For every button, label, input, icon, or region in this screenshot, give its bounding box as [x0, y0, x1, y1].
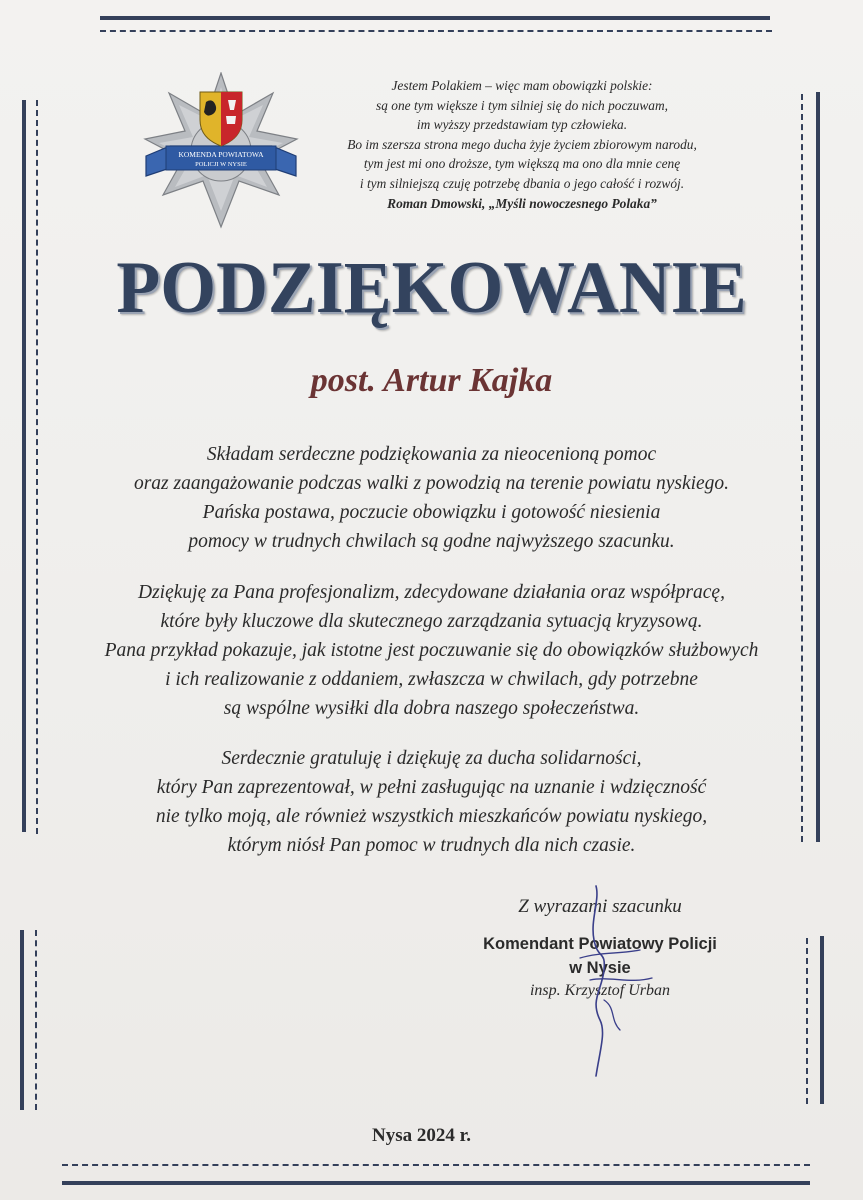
police-emblem-logo [140, 72, 302, 230]
frame-left-solid-line-lower [20, 930, 24, 1110]
emblem-ring-text-bottom: POLICJI W NYSIE [195, 161, 247, 168]
paragraph-line: oraz zaangażowanie podczas walki z powodzią na terenie powiatu nyskiego. [133, 473, 730, 494]
recipient-name: post. Artur Kajka [310, 362, 553, 399]
signatory-name: insp. Krzysztof Urban [529, 982, 671, 999]
emblem-ring-text-top: KOMENDA POWIATOWA [178, 150, 264, 159]
quote-line: Jestem Polakiem – więc mam obowiązki polskie: [391, 78, 653, 93]
place-and-date: Nysa 2024 r. [371, 1125, 472, 1146]
paragraph-line: Serdecznie gratuluję i dziękuję za ducha solidarności, [221, 748, 642, 769]
body-paragraph-2 [40, 578, 823, 723]
paragraph-line: są wspólne wysiłki dla dobra naszego społeczeństwa. [223, 698, 640, 719]
frame-left-dashed-line-lower [35, 930, 37, 1110]
document-title: PODZIĘKOWANIE [116, 247, 747, 329]
frame-left-dashed-line-upper [36, 100, 38, 834]
paragraph-line: który Pan zaprezentował, w pełni zasługując na uznanie i wdzięczność [156, 777, 707, 798]
quote-line: Bo im szersza strona mego ducha żyje życiem zbiorowym narodu, [347, 136, 697, 152]
body-paragraph-3 [40, 744, 823, 860]
paragraph-line: pomocy w trudnych chwilach są godne najwyższego szacunku. [188, 531, 675, 552]
quote-line: tym jest mi ono droższe, tym większą ma ono dla mnie cenę [363, 156, 681, 172]
frame-right-dashed-line-lower [806, 938, 808, 1104]
frame-right-solid-line-lower [820, 936, 824, 1104]
paragraph-line: nie tylko moją, ale również wszystkich mieszkańców powiatu nyskiego, [155, 806, 708, 827]
body-paragraph-1 [40, 440, 823, 556]
quote-line: i tym silniejszą czuję potrzebę dbania o jego całość i rozwój. [359, 175, 685, 191]
frame-top-solid-line [100, 16, 770, 20]
signatory-title-line-2: w Nysie [569, 959, 631, 977]
quote-author: Roman Dmowski, „Myśli nowoczesnego Polaka” [387, 195, 657, 211]
paragraph-line: Pana przykład pokazuje, jak istotne jest poczuwanie się do obowiązków służbowych [104, 640, 759, 661]
paragraph-line: Dziękuję za Pana profesjonalizm, zdecydowane działania oraz współpracę, [138, 582, 725, 603]
frame-bottom-solid-line [62, 1181, 810, 1185]
paragraph-line: i ich realizowanie z oddaniem, zwłaszcza w chwilach, gdy potrzebne [165, 669, 698, 690]
paragraph-line: którym niósł Pan pomoc w trudnych dla nich czasie. [227, 835, 636, 856]
paragraph-line: Składam serdeczne podziękowania za nieocenioną pomoc [206, 444, 657, 465]
frame-bottom-dashed-line [62, 1164, 810, 1166]
quote-line: im wyższy przedstawiam typ człowieka. [416, 117, 628, 133]
paragraph-line: Pańska postawa, poczucie obowiązku i gotowość niesienia [202, 502, 661, 523]
signatory-title-line-1: Komendant Powiatowy Policji [483, 935, 717, 953]
handwritten-signature [560, 880, 660, 1080]
closing-regards: Z wyrazami szacunku [518, 896, 682, 917]
frame-top-dashed-line [100, 30, 772, 32]
paragraph-line: które były kluczowe dla skutecznego zarządzania sytuacją kryzysową. [160, 611, 703, 632]
motto-quote [318, 76, 726, 213]
frame-left-solid-line-upper [22, 100, 26, 832]
quote-line: są one tym większe i tym silniej się do nich poczuwam, [376, 97, 668, 113]
